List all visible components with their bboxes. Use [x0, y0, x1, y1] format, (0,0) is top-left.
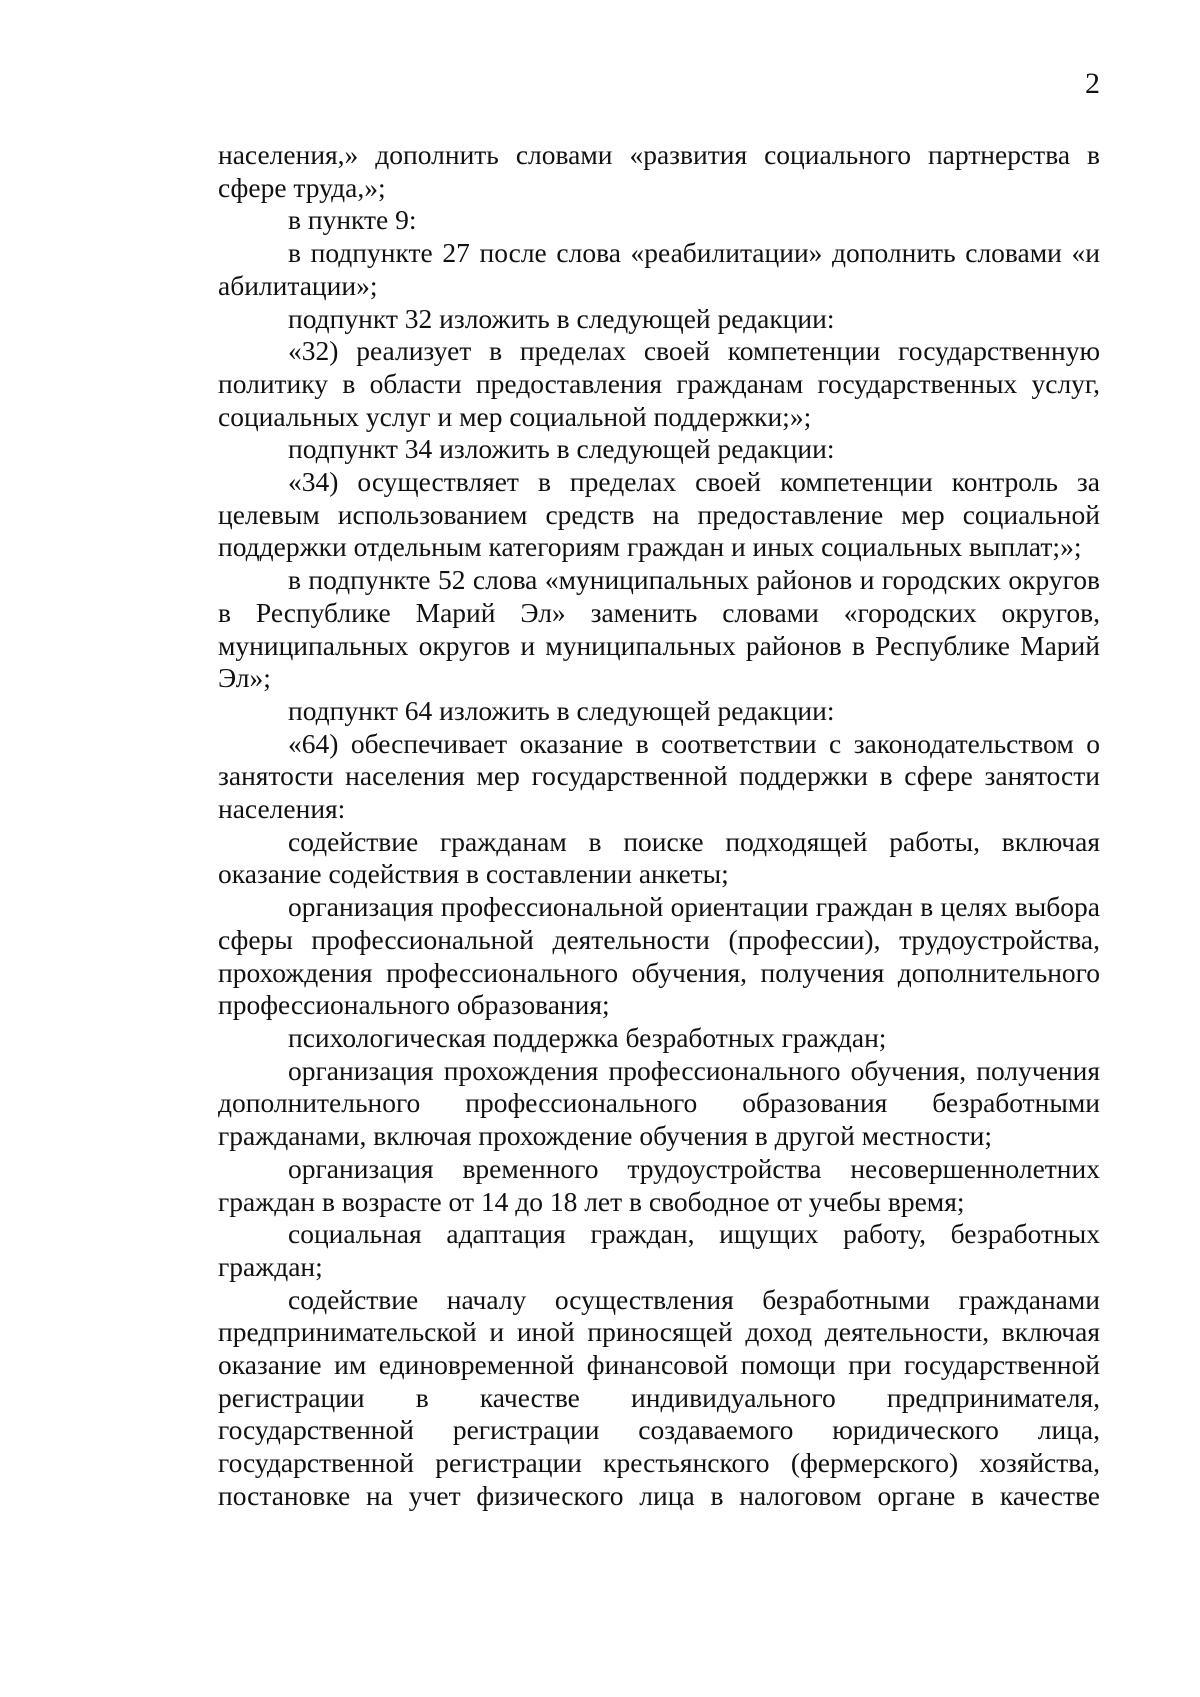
paragraph: подпункт 32 изложить в следующей редакции:	[288, 302, 835, 334]
paragraph: подпункт 64 изложить в следующей редакции:	[288, 694, 835, 726]
page-number: 2	[1085, 67, 1100, 100]
paragraph: «32) реализует в пределах своей компетенции государственную политику в области предоставления гражданам государственных услуг, социальных услуг и мер социальной поддержки;»;	[218, 335, 1100, 432]
paragraph: организация временного трудоустройства несовершеннолетних граждан в возрасте от 14 до 18 лет в свободное от учебы время;	[218, 1152, 1100, 1217]
paragraph: «34) осуществляет в пределах своей компетенции контроль за целевым использованием средств на предоставление мер социальной поддержки отдельным категориям граждан и иных социальных выплат;»;	[218, 466, 1100, 563]
paragraph: в подпункте 52 слова «муниципальных районов и городских округов в Республике Марий Эл» заменить словами «городских округов, муниципальных округов и муниципальных районов в Республике Марий Эл»;	[218, 564, 1100, 694]
paragraph: подпункт 34 изложить в следующей редакции:	[288, 433, 835, 465]
paragraph: психологическая поддержка безработных граждан;	[288, 1021, 887, 1053]
paragraph: населения,» дополнить словами «развития социального партнерства в сфере труда,»;	[218, 139, 1100, 203]
paragraph: в подпункте 27 после слова «реабилитации» дополнить словами «и абилитации»;	[218, 237, 1100, 301]
document-body	[218, 139, 1100, 1513]
paragraph: организация прохождения профессионального обучения, получения дополнительного профессионального образования безработными гражданами, включая прохождение обучения в другой местности;	[218, 1054, 1100, 1152]
paragraph: содействие гражданам в поиске подходящей работы, включая оказание содействия в составлении анкеты;	[218, 825, 1100, 890]
paragraph: содействие началу осуществления безработными гражданами предпринимательской и иной приносящей доход деятельности, включая оказание им единовременной финансовой помощи при государственной регистрации в качестве индивидуального предпринимателя, государственной регистрации создаваемого юридического лица, государственной регистрации крестьянского (фермерского) хозяйства, постановке на учет физического лица в налоговом органе в качестве	[218, 1283, 1100, 1511]
paragraph: организация профессиональной ориентации граждан в целях выбора сферы профессиональной деятельности (профессии), трудоустройства, прохождения профессионального обучения, получения дополнительного профессионального образования;	[218, 891, 1100, 1021]
paragraph: «64) обеспечивает оказание в соответствии с законодательством о занятости населения мер государственной поддержки в сфере занятости населения:	[218, 727, 1100, 825]
paragraph: социальная адаптация граждан, ищущих работу, безработных граждан;	[218, 1218, 1100, 1282]
paragraph: в пункте 9:	[288, 204, 417, 236]
